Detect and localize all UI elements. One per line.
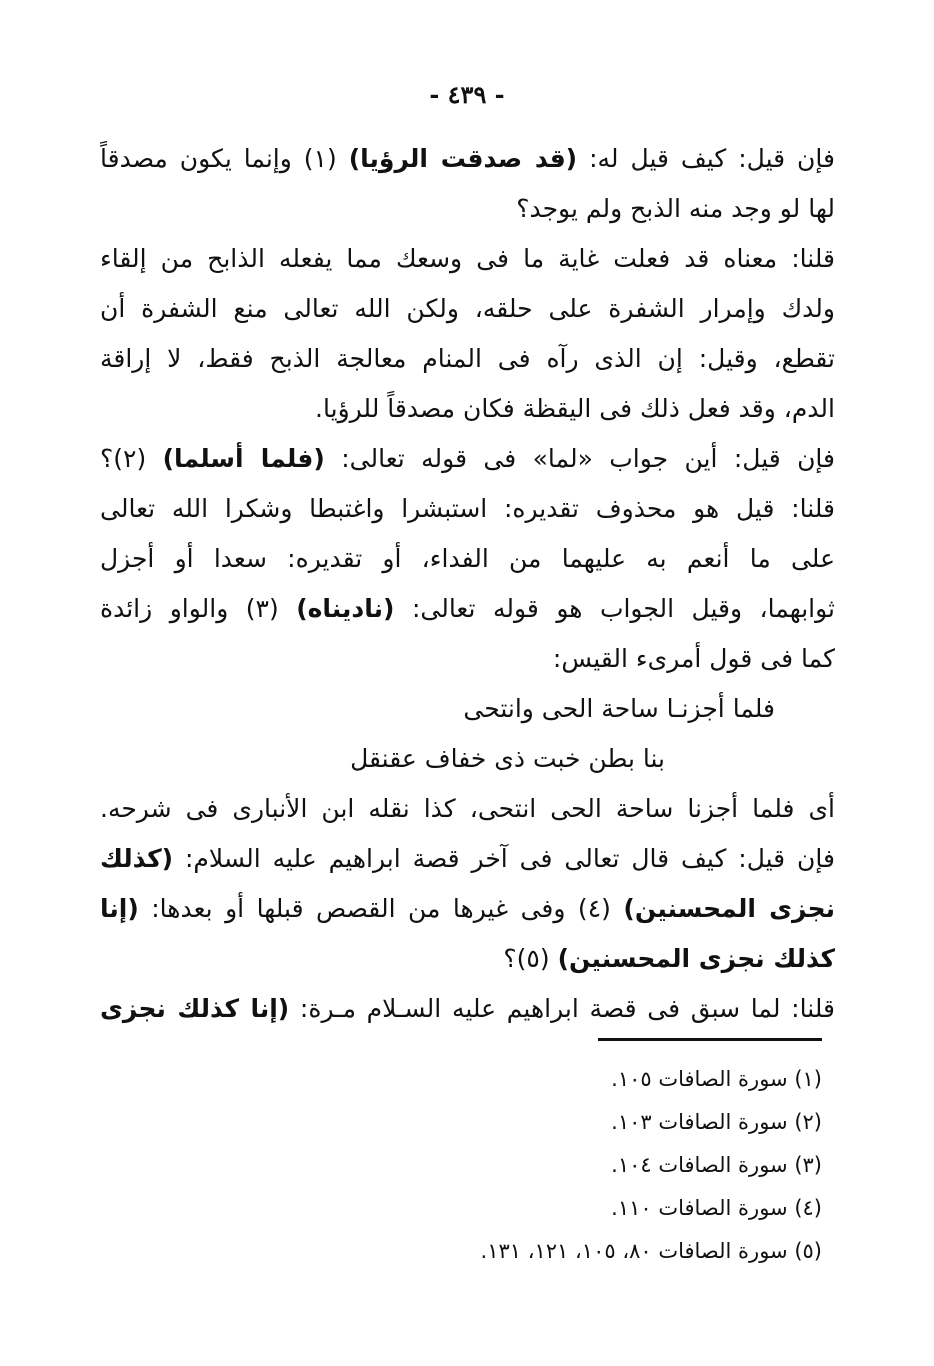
page-number: - ٤٣٩ - [429,80,505,109]
text-line [100,984,835,1034]
footnote: (٣) سورة الصافات ١٠٤. [611,1153,822,1177]
text-segment: (٥)؟ [503,944,558,973]
text-segment: بنا بطن خبت ذى خفاف عقنقل [350,744,665,773]
text-line [100,634,835,684]
text-segment: كما فى قول أمرىء القيس: [552,644,835,673]
text-line [100,884,835,934]
text-segment: فإن قيل: أين جواب «لما» فى قوله تعالى: [324,444,835,473]
text-line [100,784,835,834]
quran-quote: (قد صدقت الرؤيا) [348,144,578,173]
text-segment: (٣) والواو زائدة [100,594,297,623]
text-segment: أى فلما أجزنا ساحة الحى انتحى، كذا نقله ابن الأنبارى فى شرحه. [100,794,835,823]
verse-line [100,684,835,734]
quran-quote: (ناديناه) [296,594,395,623]
text-segment: على ما أنعم به عليهما من الفداء، أو تقديره: سعدا أو أجزل [100,544,835,573]
text-segment: فإن قيل: كيف قال تعالى فى آخر قصة ابراهيم عليه السلام: [173,844,835,873]
text-line [100,234,835,284]
text-segment: (١) وإنما يكون مصدقاً [100,144,349,173]
text-segment: قلنا: معناه قد فعلت غاية ما فى وسعك مما يفعله الذابح من إلقاء [100,244,835,273]
text-segment: فإن قيل: كيف قيل له: [577,144,835,173]
text-segment: لها لو وجد منه الذبح ولم يوجد؟ [516,194,835,223]
text-line [100,534,835,584]
text-line [100,484,835,534]
verse-line [100,734,835,784]
text-segment: ولدك وإمرار الشفرة على حلقه، ولكن الله تعالى منع الشفرة أن [100,294,835,323]
text-segment: (٢)؟ [100,444,163,473]
quran-quote: (فلما أسلما) [162,444,325,473]
quran-quote: (إنا كذلك نجزى [100,994,290,1023]
text-line [100,134,835,184]
text-segment: قلنا: قيل هو محذوف تقديره: استبشرا واغتبطا وشكرا الله تعالى [100,494,835,523]
text-line [100,284,835,334]
footnote: (٥) سورة الصافات ٨٠، ١٠٥، ١٢١، ١٣١. [480,1239,822,1263]
text-segment: ثوابهما، وقيل الجواب هو قوله تعالى: [394,594,835,623]
text-line [100,334,835,384]
text-segment: قلنا: لما سبق فى قصة ابراهيم عليه السـلام مـرة: [289,994,835,1023]
footnote-divider [598,1038,822,1041]
quran-quote: كذلك نجزى المحسنين) [557,944,835,973]
footnote: (٤) سورة الصافات ١١٠. [611,1196,822,1220]
footnote: (١) سورة الصافات ١٠٥. [611,1067,822,1091]
footnotes [300,1058,822,1273]
text-segment: الدم، وقد فعل ذلك فى اليقظة فكان مصدقاً للرؤيا. [315,394,835,423]
quran-quote: (إنا [100,894,139,923]
text-line [100,834,835,884]
text-line [100,184,835,234]
quran-quote: نجزى المحسنين) [623,894,835,923]
text-line [100,934,835,984]
text-line [100,384,835,434]
text-segment: تقطع، وقيل: إن الذى رآه فى المنام معالجة الذبح فقط، لا إراقة [100,344,835,373]
text-line [100,434,835,484]
footnote: (٢) سورة الصافات ١٠٣. [611,1110,822,1134]
text-segment: فلما أجزنـا ساحة الحى وانتحى [463,694,775,723]
text-line [100,584,835,634]
body-text [100,134,835,1034]
quran-quote: (كذلك [100,844,174,873]
text-segment: (٤) وفى غيرها من القصص قبلها أو بعدها: [138,894,624,923]
